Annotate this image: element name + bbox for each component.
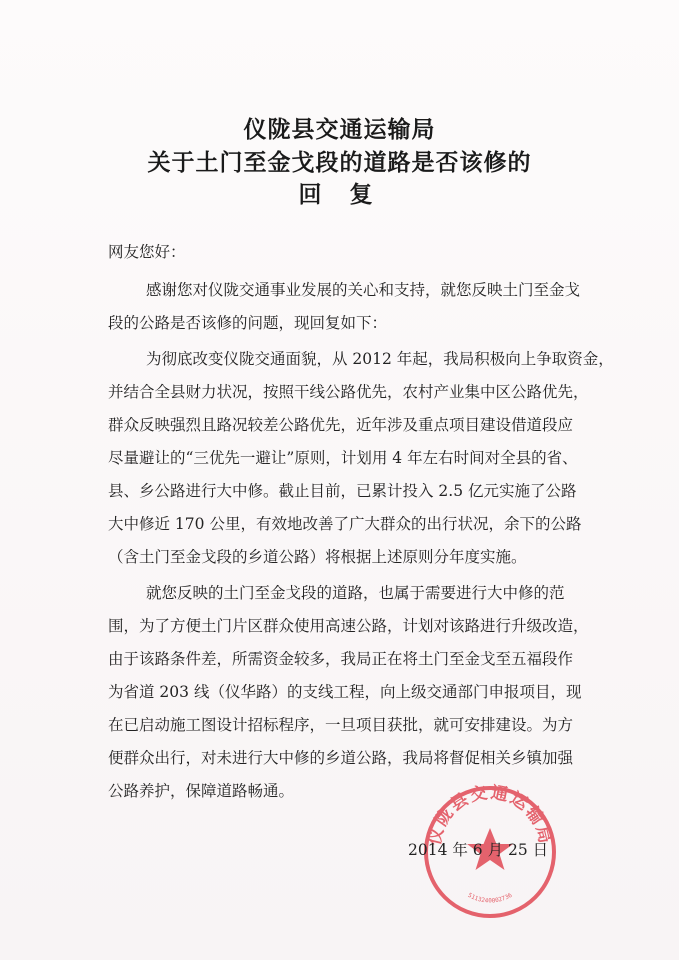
document-title-line-3: 回复	[298, 182, 401, 208]
body-line: 便群众出行，对未进行大中修的乡道公路，我局将督促相关乡镇加强	[108, 749, 574, 767]
body-line: 并结合全县财力状况，按照干线公路优先，农村产业集中区公路优先，	[108, 383, 589, 401]
body-line: 为彻底改变仪陇交通面貌，从 2012 年起，我局积极向上争取资金，	[146, 350, 614, 368]
body-line: 公路养护，保障道路畅通。	[108, 782, 295, 800]
salutation: 网友您好：	[108, 243, 186, 261]
body-line: 段的公路是否该修的问题，现回复如下：	[108, 314, 388, 332]
seal-text: 仪陇县交通运输局	[424, 782, 556, 848]
body-line: 感谢您对仪陇交通事业发展的关心和支持，就您反映土门至金戈	[146, 281, 581, 299]
document-title-line-1: 仪陇县交通运输局	[243, 117, 436, 143]
body-line: 由于该路条件差，所需资金较多，我局正在将土门至金戈至五福段作	[108, 650, 574, 668]
body-line: （含土门至金戈段的乡道公路）将根据上述原则分年度实施。	[108, 548, 527, 566]
document-date: 2014 年 6 月 25 日	[408, 841, 549, 859]
body-line: 大中修近 170 公里，有效地改善了广大群众的出行状况，余下的公路	[108, 515, 582, 533]
body-line: 围，为了方便土门片区群众使用高速公路，计划对该路进行升级改造，	[108, 617, 589, 635]
body-line: 为省道 203 线（仪华路）的支线工程，向上级交通部门申报项目，现	[108, 683, 582, 701]
body-line: 群众反映强烈且路况较差公路优先，近年涉及重点项目建设借道段应	[108, 416, 574, 434]
document-title-line-2: 关于土门至金戈段的道路是否该修的	[147, 150, 532, 176]
body-line: 县、乡公路进行大中修。截止目前，已累计投入 2.5 亿元实施了公路	[108, 482, 577, 500]
body-line: 在已启动施工图设计招标程序，一旦项目获批，就可安排建设。为方	[108, 716, 574, 734]
body-line: 尽量避让的“三优先一避让”原则，计划用 4 年左右时间对全县的省、	[108, 449, 578, 467]
svg-text:5113240002736	[467, 892, 514, 905]
body-line: 就您反映的土门至金戈段的道路，也属于需要进行大中修的范	[146, 584, 565, 602]
seal-number: 5113240002736	[466, 891, 514, 905]
